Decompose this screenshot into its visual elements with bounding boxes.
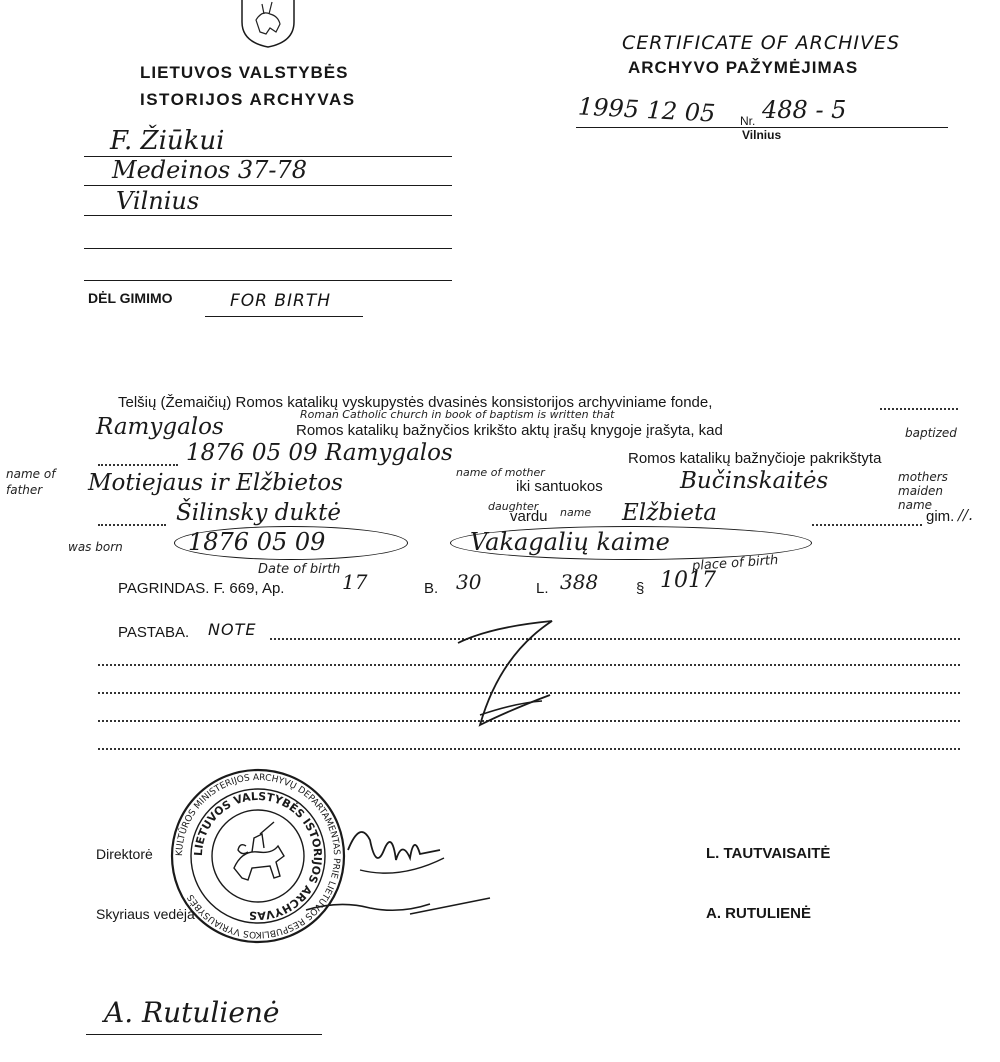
basis-b-value: 30 <box>456 570 482 594</box>
title-translation: CERTIFICATE OF ARCHIVES <box>622 32 901 54</box>
body-line-2: Romos katalikų bažnyčios krikšto aktų įrašų knygoje įrašyta, kad <box>296 422 723 439</box>
note-strike-mark <box>440 615 570 745</box>
certificate-date: 1995 12 05 <box>577 92 717 128</box>
body-line-1: Telšių (Žemaičių) Romos katalikų vyskupystės dvasinės konsistorijos archyviniame fonde, <box>118 394 713 411</box>
address-rule-4 <box>84 248 452 249</box>
baptized-note: baptized <box>905 426 957 440</box>
body-line-4: iki santuokos <box>516 478 603 495</box>
body-line-5-dots <box>98 524 166 526</box>
birth-date-circle <box>174 526 408 560</box>
stamp-knight-emblem <box>234 822 284 880</box>
subject-value: FOR BIRTH <box>230 291 332 311</box>
note-value: NOTE <box>208 620 257 639</box>
addressee-name: F. Žiūkui <box>110 126 225 156</box>
address-rule-5 <box>84 280 452 281</box>
birth-date-handwritten: 1876 05 09 <box>188 528 326 556</box>
basis-l-label: L. <box>536 580 549 597</box>
document-title: ARCHYVO PAŽYMĖJIMAS <box>628 58 859 77</box>
body-line-3-dots <box>98 464 178 466</box>
place-of-birth-note: place of birth <box>691 553 779 574</box>
maiden-name-note: mothers maiden name <box>898 470 948 512</box>
note-label: PASTABA. <box>118 624 190 641</box>
addressee-city: Vilnius <box>116 187 200 215</box>
address-rule-3 <box>84 215 452 216</box>
parents-names-handwritten: Motiejaus ir Elžbietos <box>88 470 343 496</box>
maiden-name-handwritten: Bučinskaitės <box>680 468 829 494</box>
basis-l-value: 388 <box>560 570 599 594</box>
basis-b-label: B. <box>424 580 439 597</box>
basis-section-value: 1017 <box>660 568 716 593</box>
stamp-inner-text: LIETUVOS VALSTYBĖS ISTORIJOS ARCHYVAS <box>191 789 325 923</box>
body-line-3: Romos katalikų bažnyčioje pakrikštyta <box>628 450 882 467</box>
body-line-5-dots-end <box>812 524 922 526</box>
number-label: Nr. <box>740 114 756 128</box>
head-label: Skyriaus vedėja <box>96 906 195 922</box>
daughter-note: daughter <box>488 500 539 513</box>
certificate-number: 488 - 5 <box>762 96 847 124</box>
mother-name-note: name of mother <box>456 466 545 479</box>
note-dots-5 <box>98 748 960 750</box>
stamp-outer-text: KULTŪROS MINISTERIJOS ARCHYVŲ DEPARTAMENTAS PRIE LIETUVOS RESPUBLIKOS VYRIAUSYBĖS <box>174 772 342 940</box>
note-dots-1 <box>270 638 960 640</box>
body-line-1-dots <box>880 408 958 410</box>
archive-name-line1: LIETUVOS VALSTYBĖS <box>140 63 349 82</box>
coat-of-arms-emblem <box>238 0 298 48</box>
basis-label: PAGRINDAS. F. 669, Ap. <box>118 580 285 597</box>
issuing-city: Vilnius <box>742 128 782 142</box>
basis-ap-value: 17 <box>342 570 368 594</box>
subject-rule <box>205 316 363 317</box>
father-name-note: name of father <box>6 467 56 497</box>
born-mark: //. <box>958 506 973 524</box>
date-of-birth-note: Date of birth <box>258 562 341 577</box>
archive-name-line2: ISTORIJOS ARCHYVAS <box>140 90 356 109</box>
given-name-handwritten: Elžbieta <box>622 500 717 526</box>
head-signature <box>300 880 500 930</box>
address-rule-2 <box>84 185 452 186</box>
director-name: L. TAUTVAISAITĖ <box>706 845 831 862</box>
head-name: A. RUTULIENĖ <box>706 905 811 922</box>
handwritten-footer-name: A. Rutulienė <box>104 996 280 1029</box>
addressee-street: Medeinos 37-78 <box>112 156 308 184</box>
basis-section-label: § <box>636 580 645 597</box>
director-signature <box>340 810 450 890</box>
subject-label: DĖL GIMIMO <box>88 290 173 306</box>
born-label: gim. <box>926 508 955 525</box>
director-label: Direktorė <box>96 846 153 862</box>
body-line-5: vardu <box>510 508 548 525</box>
was-born-note: was born <box>68 540 123 554</box>
parish-handwritten: Ramygalos <box>96 414 224 440</box>
church-translation-note: Roman Catholic church in book of baptism is written that <box>300 408 615 421</box>
footer-rule <box>86 1034 322 1035</box>
baptism-date-place-handwritten: 1876 05 09 Ramygalos <box>186 440 453 466</box>
surname-handwritten: Šilinsky duktė <box>176 500 342 526</box>
name-note: name <box>560 506 592 519</box>
birth-place-handwritten: Vakagalių kaime <box>470 528 670 556</box>
